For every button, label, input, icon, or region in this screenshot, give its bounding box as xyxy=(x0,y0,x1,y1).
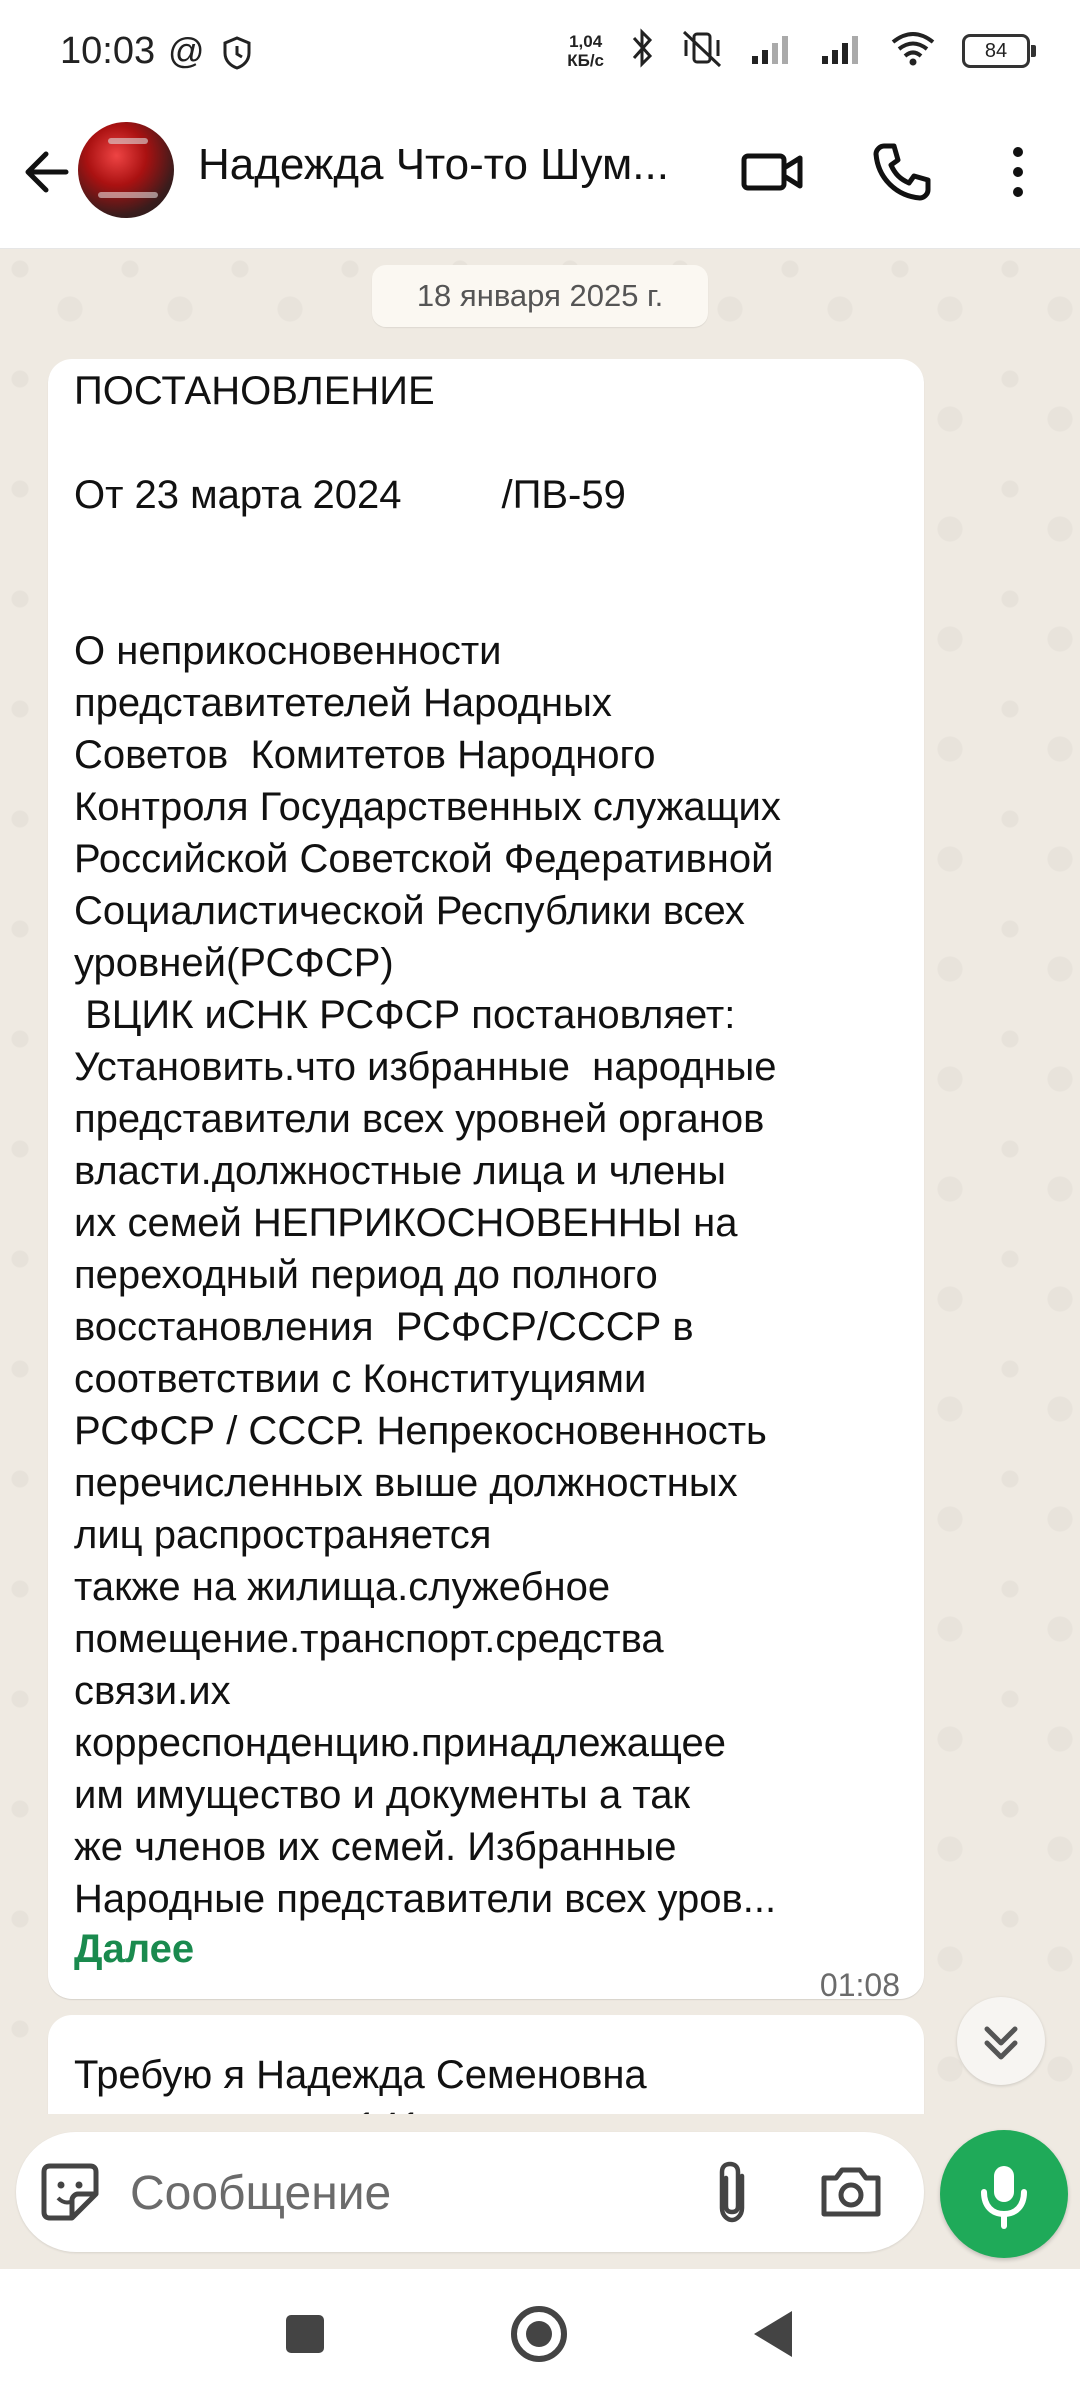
shield-icon xyxy=(222,36,252,75)
double-chevron-down-icon xyxy=(957,2072,1045,2089)
signal-icon xyxy=(750,30,794,71)
at-sign-icon: @ xyxy=(168,30,205,71)
read-more-link[interactable]: Далее xyxy=(74,1927,195,1971)
mute-vibrate-icon xyxy=(680,28,724,73)
system-nav-bar xyxy=(0,2269,1080,2400)
message-input[interactable] xyxy=(128,2160,692,2226)
back-button[interactable] xyxy=(740,2299,810,2369)
message-text: ПОСТАНОВЛЕНИЕ От 23 марта 2024 /ПВ-59 О неприкосновенности представитетелей Народных Советов Комитетов Народного Контроля Государственных служащих Российской Советской Федеративной Социалистической Республики всех уровней(РСФСР) ВЦИК иСНК РСФСР постановляет: Установить.что избранные народные представители всех уровней органов власти.должностные лица и члены их семей НЕПРИКОСНОВЕННЫ на переходный период до полного восстановления РСФСР/СССР в соответствии с Конституциями РСФСР / СССР. Непрекосновенность перечисленных выше должностных лиц распространяется также на жилища.служебное помещение.транспорт.средства связи.их корреспонденцию.принадлежащее им имущество и документы а так же членов их семей. Избранные Народные представители всех уров... xyxy=(74,369,781,1921)
contact-name[interactable]: Надежда Что-то Шум... xyxy=(198,140,669,189)
status-bar xyxy=(0,0,1080,110)
chat-header xyxy=(0,110,1080,249)
microphone-icon xyxy=(940,2245,1068,2262)
bluetooth-icon xyxy=(630,28,654,73)
signal-icon xyxy=(820,30,864,71)
status-time: 10:03 xyxy=(60,30,156,72)
message-text: Требую я Надежда Семеновна xyxy=(74,2053,647,2097)
scroll-down-button[interactable] xyxy=(957,1997,1045,2085)
mic-button[interactable] xyxy=(940,2130,1068,2258)
message-input-box xyxy=(16,2132,924,2252)
video-call-icon[interactable] xyxy=(736,136,808,208)
avatar[interactable] xyxy=(78,122,174,218)
square-icon xyxy=(270,2356,340,2373)
message-bubble[interactable] xyxy=(48,359,924,2003)
message-time: 01:08 xyxy=(819,1967,900,2003)
network-speed: 1,04 КБ/с xyxy=(567,31,604,70)
recents-button[interactable] xyxy=(270,2299,340,2369)
date-chip: 18 января 2025 г. xyxy=(372,265,708,327)
battery-indicator: 84 xyxy=(962,34,1030,68)
more-vert-icon[interactable] xyxy=(982,136,1054,208)
camera-icon[interactable] xyxy=(816,2160,886,2224)
sticker-icon[interactable] xyxy=(38,2160,102,2224)
input-area xyxy=(0,2114,1080,2269)
home-button[interactable] xyxy=(504,2299,574,2369)
wifi-icon xyxy=(890,30,936,71)
attach-icon[interactable] xyxy=(702,2158,766,2228)
back-triangle-icon xyxy=(740,2356,810,2373)
chat-area[interactable] xyxy=(0,249,1080,2114)
back-arrow-icon[interactable] xyxy=(18,142,78,202)
phone-icon[interactable] xyxy=(866,136,938,208)
home-circle-icon xyxy=(504,2356,574,2373)
